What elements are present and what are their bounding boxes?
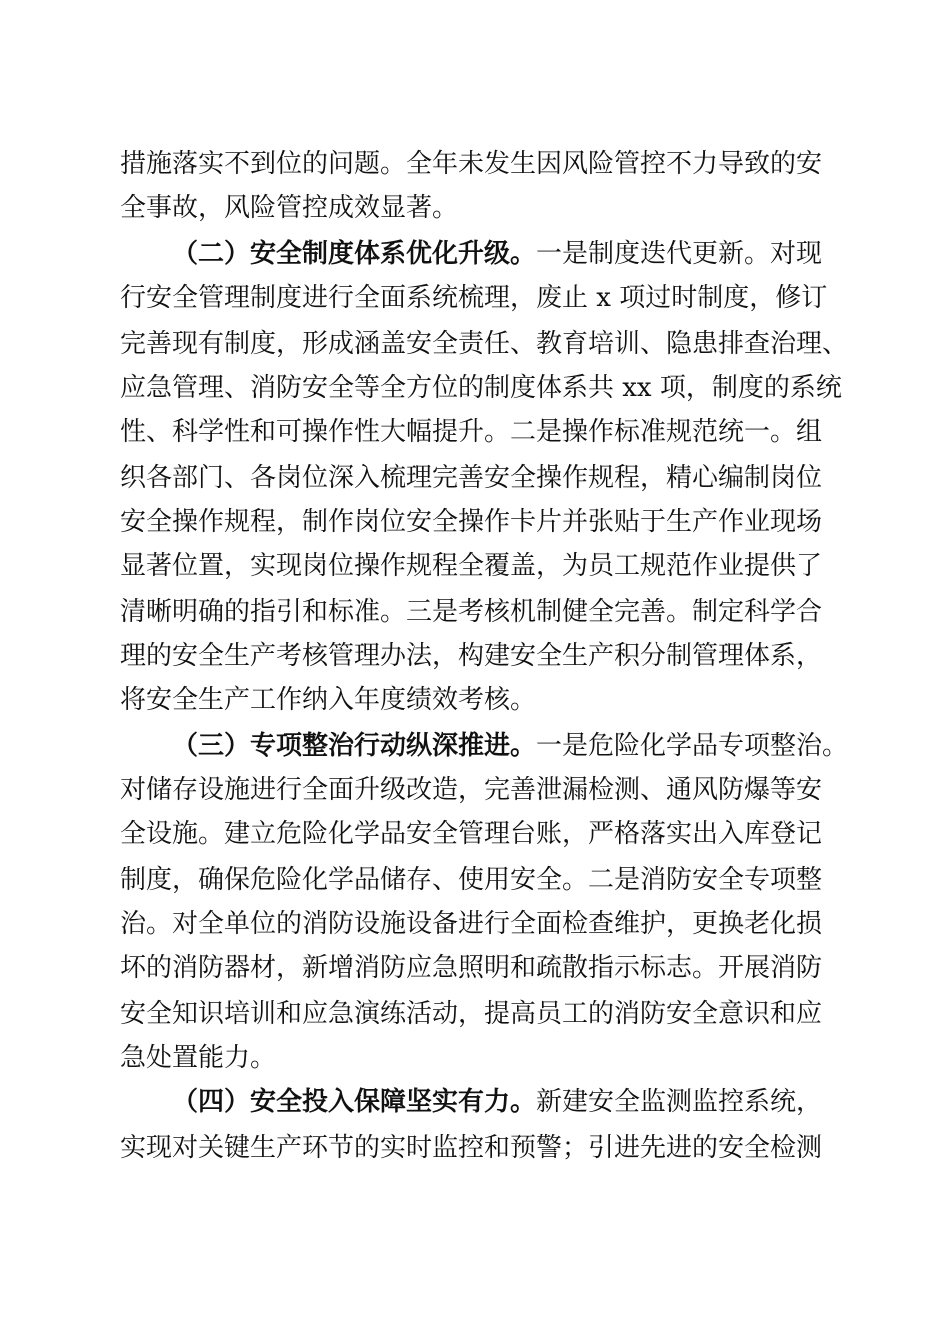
- paragraph-line: 织各部门、各岗位深入梳理完善安全操作规程，精心编制岗位: [120, 463, 823, 493]
- paragraph-line: 应急管理、消防安全等全方位的制度体系共 xx 项，制度的系统: [120, 373, 842, 403]
- section-4-lead-text: 新建安全监测监控系统，: [536, 1087, 823, 1117]
- paragraph-line: 对储存设施进行全面升级改造，完善泄漏检测、通风防爆等安: [120, 775, 823, 805]
- section-2-heading: （二）安全制度体系优化升级。: [172, 239, 537, 269]
- paragraph-line: 清晰明确的指引和标准。三是考核机制健全完善。制定科学合: [120, 597, 823, 627]
- paragraph-line: 全设施。建立危险化学品安全管理台账，严格落实出入库登记: [120, 819, 823, 849]
- paragraph-line: 急处置能力。: [120, 1043, 277, 1073]
- paragraph-line: 全事故，风险管控成效显著。: [120, 193, 459, 223]
- paragraph-line: 实现对关键生产环节的实时监控和预警；引进先进的安全检测: [120, 1133, 823, 1163]
- paragraph-line: 治。对全单位的消防设施设备进行全面检查维护，更换老化损: [120, 909, 823, 939]
- paragraph-line: 行安全管理制度进行全面系统梳理，废止 x 项过时制度，修订: [120, 283, 828, 313]
- paragraph-line: 安全操作规程，制作岗位安全操作卡片并张贴于生产作业现场: [120, 507, 823, 537]
- paragraph-line: 坏的消防器材，新增消防应急照明和疏散指示标志。开展消防: [120, 953, 823, 983]
- paragraph-line: 显著位置，实现岗位操作规程全覆盖，为员工规范作业提供了: [120, 551, 823, 581]
- paragraph-line: 理的安全生产考核管理办法，构建安全生产积分制管理体系，: [120, 641, 823, 671]
- section-3-heading: （三）专项整治行动纵深推进。: [172, 731, 537, 761]
- paragraph-line: 将安全生产工作纳入年度绩效考核。: [120, 685, 537, 715]
- paragraph-line: 安全知识培训和应急演练活动，提高员工的消防安全意识和应: [120, 999, 823, 1029]
- section-2-first-line: [172, 232, 822, 276]
- section-3-first-line: [172, 724, 848, 768]
- section-4-first-line: [172, 1080, 822, 1124]
- paragraph-line: 制度，确保危险化学品储存、使用安全。二是消防安全专项整: [120, 865, 823, 895]
- section-2-lead-text: 一是制度迭代更新。对现: [536, 239, 823, 269]
- section-3-lead-text: 一是危险化学品专项整治。: [536, 731, 849, 761]
- paragraph-line: 完善现有制度，形成涵盖安全责任、教育培训、隐患排查治理、: [120, 329, 849, 359]
- paragraph-line: 措施落实不到位的问题。全年未发生因风险管控不力导致的安: [120, 149, 823, 179]
- paragraph-line: 性、科学性和可操作性大幅提升。二是操作标准规范统一。组: [120, 417, 823, 447]
- section-4-heading: （四）安全投入保障坚实有力。: [172, 1087, 537, 1117]
